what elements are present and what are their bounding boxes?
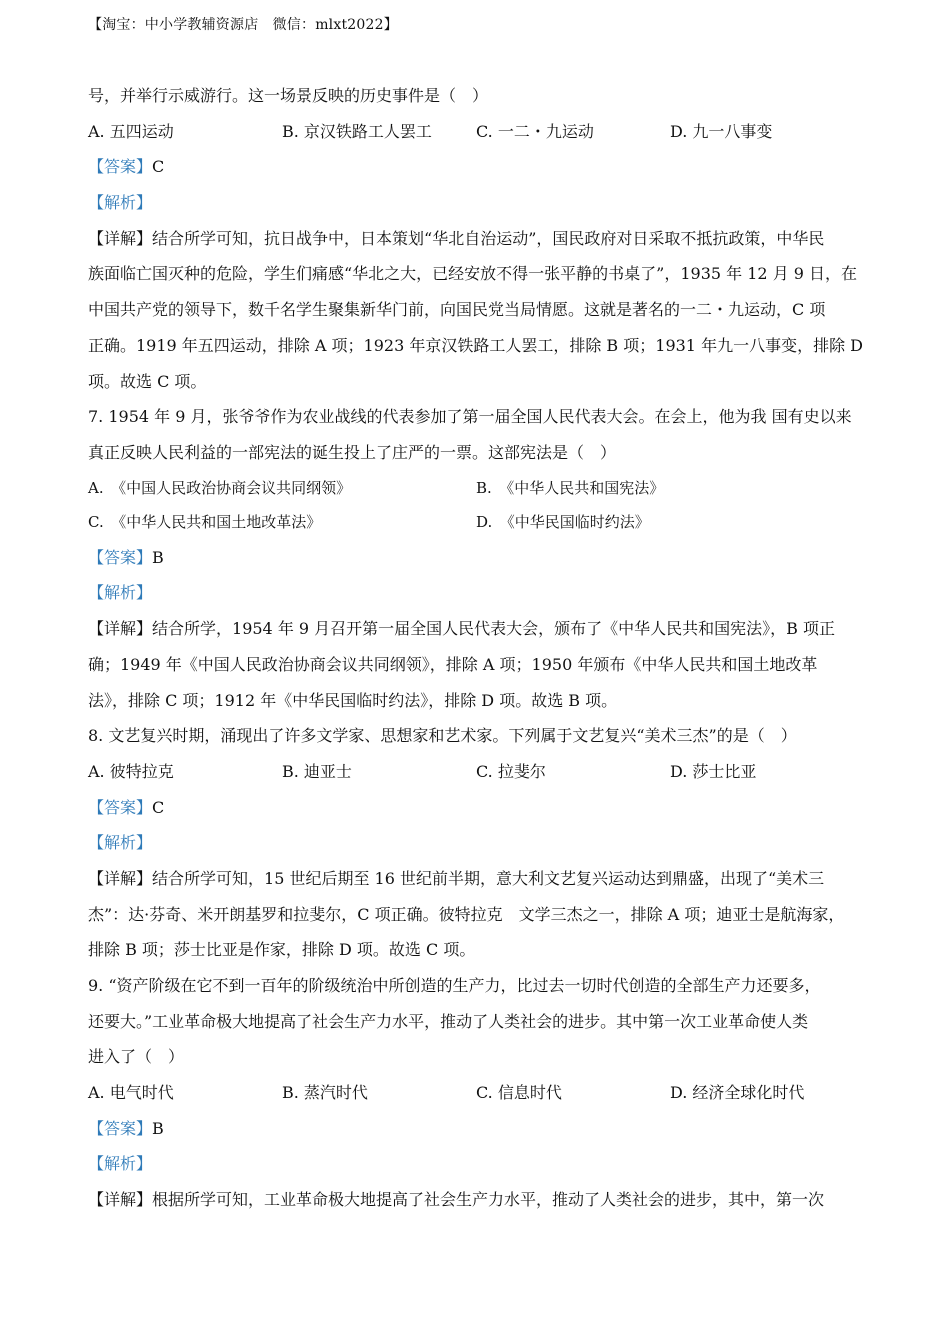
question-stem-line: 7. 1954 年 9 月，张爷爷作为农业战线的代表参加了第一届全国人民代表大会。在会上，他为我 国有史以来	[88, 407, 852, 427]
option-row	[88, 754, 878, 790]
detail-line	[88, 1182, 878, 1218]
option-row	[88, 471, 878, 506]
option-c: C. 拉斐尔	[476, 761, 546, 781]
option-d: D. 九一八事变	[670, 121, 773, 141]
answer-value: C	[152, 797, 165, 817]
detail-line: 正确。1919 年五四运动，排除 A 项；1923 年京汉铁路工人罢工，排除 B 项；1931 年九一八事变，排除 D	[88, 335, 863, 355]
detail-line: 确；1949 年《中国人民政治协商会议共同纲领》，排除 A 项；1950 年颁布《中华人民共和国土地改革	[88, 654, 818, 674]
option-row	[88, 114, 878, 150]
detail-label: 【详解】	[88, 868, 153, 888]
detail-line	[88, 861, 878, 897]
option-d: D. 《中华民国临时约法》	[476, 513, 650, 532]
analysis-label: 【解析】	[88, 583, 153, 603]
analysis-label: 【解析】	[88, 1154, 153, 1174]
detail-line	[88, 221, 878, 257]
option-a: A. 电气时代	[88, 1083, 174, 1103]
detail-text: 结合所学可知，抗日战争中，日本策划“华北自治运动”，国民政府对日采取不抵抗政策，中华民	[152, 228, 825, 248]
question-6	[88, 78, 878, 399]
detail-line: 杰”：达·芬奇、米开朗基罗和拉斐尔，C 项正确。彼特拉克 文学三杰之一，排除 A 项；迪亚士是航海家，	[88, 904, 845, 924]
detail-label: 【详解】	[88, 228, 153, 248]
detail-line: 中国共产党的领导下，数千名学生聚集新华门前，向国民党当局情愿。这就是著名的一二・九运动，C 项	[88, 300, 826, 320]
option-d: D. 莎士比亚	[670, 761, 757, 781]
detail-text: 结合所学可知，15 世纪后期至 16 世纪前半期，意大利文艺复兴运动达到鼎盛，出现了“美术三	[152, 868, 825, 888]
answer-line	[88, 790, 878, 826]
option-row	[88, 505, 878, 540]
analysis-label: 【解析】	[88, 833, 153, 853]
answer-label: 【答案】	[88, 797, 153, 817]
option-d: D. 经济全球化时代	[670, 1083, 805, 1103]
question-8	[88, 718, 878, 968]
answer-label: 【答案】	[88, 1118, 153, 1138]
option-c: C. 一二・九运动	[476, 121, 594, 141]
option-b: B. 《中华人民共和国宪法》	[476, 478, 665, 497]
option-c: C. 信息时代	[476, 1083, 562, 1103]
question-7	[88, 399, 878, 718]
detail-line	[88, 611, 878, 647]
answer-line	[88, 149, 878, 185]
answer-value: B	[152, 1118, 164, 1138]
option-b: B. 京汉铁路工人罢工	[282, 121, 432, 141]
answer-label: 【答案】	[88, 157, 153, 177]
answer-line	[88, 540, 878, 576]
answer-line	[88, 1111, 878, 1147]
answer-label: 【答案】	[88, 547, 153, 567]
detail-line: 法》，排除 C 项；1912 年《中华民国临时约法》，排除 D 项。故选 B 项。	[88, 690, 618, 710]
option-b: B. 蒸汽时代	[282, 1083, 368, 1103]
option-b: B. 迪亚士	[282, 761, 352, 781]
answer-value: B	[152, 547, 164, 567]
analysis-label: 【解析】	[88, 193, 153, 213]
option-c: C. 《中华人民共和国土地改革法》	[88, 513, 322, 532]
option-a: A. 《中国人民政治协商会议共同纲领》	[88, 478, 352, 497]
detail-text: 根据所学可知，工业革命极大地提高了社会生产力水平，推动了人类社会的进步，其中，第一次	[152, 1190, 825, 1210]
question-9	[88, 968, 878, 1218]
page-header: 【淘宝：中小学教辅资源店 微信：mlxt2022】	[88, 17, 398, 33]
detail-text: 结合所学，1954 年 9 月召开第一届全国人民代表大会，颁布了《中华人民共和国宪法》，B 项正	[152, 619, 836, 639]
detail-label: 【详解】	[88, 619, 153, 639]
detail-line: 排除 B 项；莎士比亚是作家，排除 D 项。故选 C 项。	[88, 940, 476, 960]
option-row	[88, 1075, 878, 1111]
page-content	[88, 78, 878, 1218]
question-stem-line: 号，并举行示威游行。这一场景反映的历史事件是（ ）	[88, 86, 489, 105]
question-stem-line: 还要大。”工业革命极大地提高了社会生产力水平，推动了人类社会的进步。其中第一次工业革命使人类	[88, 1011, 809, 1031]
answer-value: C	[152, 157, 165, 177]
option-a: A. 彼特拉克	[88, 761, 174, 781]
option-a: A. 五四运动	[88, 121, 174, 141]
question-stem-line: 真正反映人民利益的一部宪法的诞生投上了庄严的一票。这部宪法是（ ）	[88, 442, 617, 462]
detail-line: 族面临亡国灭种的危险，学生们痛感“华北之大，已经安放不得一张平静的书桌了”，1935 年 12 月 9 日，在	[88, 264, 858, 284]
question-stem-line: 进入了（ ）	[88, 1047, 185, 1067]
detail-label: 【详解】	[88, 1190, 153, 1210]
detail-line: 项。故选 C 项。	[88, 371, 207, 391]
question-stem-line: 9. “资产阶级在它不到一百年的阶级统治中所创造的生产力，比过去一切时代创造的全部生产力还要多，	[88, 976, 821, 995]
question-stem-line: 8. 文艺复兴时期，涌现出了许多文学家、思想家和艺术家。下列属于文艺复兴“美术三杰”的是（ ）	[88, 726, 797, 746]
